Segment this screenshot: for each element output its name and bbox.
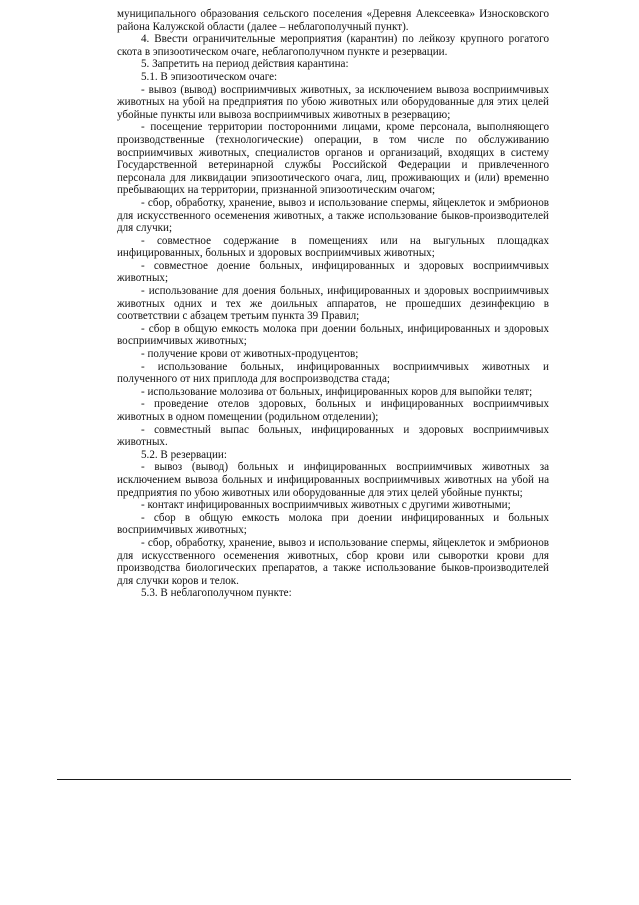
document-paragraph: - проведение отелов здоровых, больных и инфицированных восприимчивых животных в одном помещении (родильном отделении); xyxy=(117,398,549,423)
document-paragraph: 5. Запретить на период действия карантина: xyxy=(141,58,349,71)
document-paragraph: - получение крови от животных-продуцентов; xyxy=(141,348,359,361)
document-paragraph: - совместный выпас больных, инфицированных и здоровых восприимчивых животных. xyxy=(117,423,549,449)
document-paragraph: 4. Ввести ограничительные мероприятия (карантин) по лейкозу крупного рогатого скота в эпизоотическом очаге, неблагополучном пункте и резервации. xyxy=(117,33,549,58)
page-divider xyxy=(57,779,571,780)
document-paragraph: - совместное содержание в помещениях или на выгульных площадках инфицированных, больных и здоровых восприимчивых животных; xyxy=(117,234,549,260)
document-paragraph: 5.2. В резервации: xyxy=(141,448,227,461)
document-paragraph: - сбор, обработку, хранение, вывоз и использование спермы, яйцеклеток и эмбрионов для искусственного осеменения животных, сбор крови или сыворотки крови для производства биологических препаратов, а также использование быков-производителей для случки коров и телок. xyxy=(117,536,549,587)
document-body xyxy=(117,8,549,600)
document-paragraph: - контакт инфицированных восприимчивых животных с другими животными; xyxy=(141,499,511,512)
document-paragraph: - использование больных, инфицированных восприимчивых животных и полученного от них приплода для воспроизводства стада; xyxy=(117,360,549,386)
document-paragraph: - вывоз (вывод) больных и инфицированных восприимчивых животных за исключением вывоза больных и инфицированных восприимчивых животных на убой на предприятия по убою животных или оборудованные для этих целей убойные пункты; xyxy=(117,461,549,499)
document-paragraph: 5.3. В неблагополучном пункте: xyxy=(141,587,292,600)
document-paragraph: - сбор в общую емкость молока при доении инфицированных и больных восприимчивых животных; xyxy=(117,511,549,537)
document-paragraph: 5.1. В эпизоотическом очаге: xyxy=(141,70,278,83)
document-paragraph: - посещение территории посторонними лицами, кроме персонала, выполняющего производственные (технологические) операции, в том числе по обслуживанию восприимчивых животных, специалистов органов и организаций, входящих в систему Государственной ветеринарной службы Российской Федерации и привлеченного персонала для ликвидации эпизоотического очага, лиц, проживающих и (или) временно пребывающих на территории, признанной эпизоотическим очагом; xyxy=(117,121,549,197)
document-paragraph: муниципального образования сельского поселения «Деревня Алексеевка» Износковского района Калужской области (далее – неблагополучный пункт). xyxy=(117,8,549,33)
document-paragraph: - сбор, обработку, хранение, вывоз и использование спермы, яйцеклеток и эмбрионов для искусственного осеменения животных, а также использование быков-производителей для случки; xyxy=(117,196,549,235)
document-paragraph: - совместное доение больных, инфицированных и здоровых восприимчивых животных; xyxy=(117,259,549,285)
document-paragraph: - использование молозива от больных, инфицированных коров для выпойки телят; xyxy=(141,385,533,398)
document-paragraph: - вывоз (вывод) восприимчивых животных, за исключением вывоза восприимчивых животных на убой на предприятия по убою животных или оборудованные для этих целей убойные пункты или вывоза восприимчивых животных в резервацию; xyxy=(117,83,549,121)
document-paragraph: - использование для доения больных, инфицированных и здоровых восприимчивых животных одних и тех же доильных аппаратов, не прошедших дезинфекцию в соответствии с абзацем третьим пункта 39 Правил; xyxy=(117,285,549,323)
document-paragraph: - сбор в общую емкость молока при доении больных, инфицированных и здоровых восприимчивых животных; xyxy=(117,322,549,348)
